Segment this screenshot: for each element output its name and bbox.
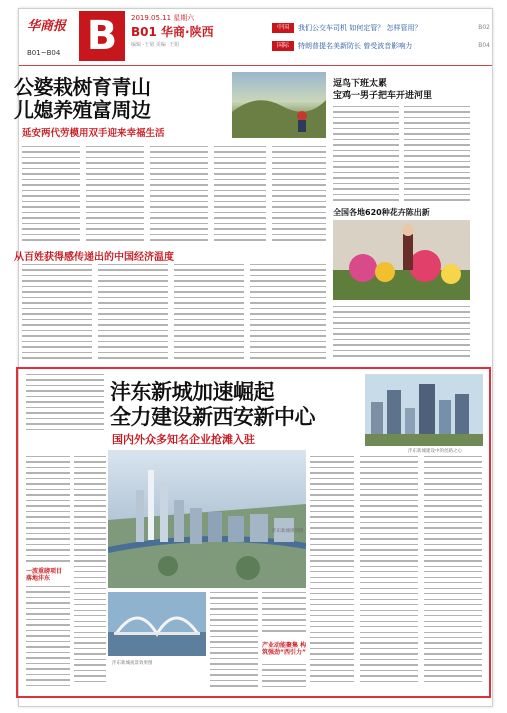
issue-date: 2019.05.11 星期六 [131,14,195,22]
aerial-rendering-graphic [108,450,306,588]
feature-subhead: 产业动能聚集 构筑强劲“西引力” [262,642,307,656]
body-text-column [22,146,80,244]
body-text-column [262,664,306,692]
city-skyline-photo [365,374,483,446]
flower-photo-graphic [333,220,470,300]
section-letter: B [79,11,125,61]
editor-credits: 编辑 ·王菊 美编 ·王娟 [131,42,179,48]
body-text-column [424,456,482,692]
bridge-photo [108,592,206,656]
body-text-column [86,146,144,244]
photo-headline: 全国各地620种花卉陈出新 [333,208,430,217]
body-text-column [26,456,70,566]
teaser-page: B04 [478,42,490,49]
right-headline [333,78,432,102]
body-text-column [333,306,470,362]
masthead [19,9,492,66]
body-text-column [174,264,244,360]
right-headline-line2: 宝鸡一男子把车开进河里 [333,91,433,101]
feature-headline-line1: 沣东新城加速崛起 [110,380,274,404]
teaser-category: 国际 [272,41,294,51]
feature-headline-line2: 全力建设新西安新中心 [110,405,315,429]
top-headline [14,76,151,122]
teaser-page: B02 [478,24,490,31]
body-text-column [22,264,92,360]
body-text-column [360,456,418,692]
body-text-column [26,374,104,436]
body-text-column [74,456,106,692]
hill-photo-graphic [232,72,326,138]
body-text-column [26,586,70,692]
body-text-column [262,592,306,638]
feature-subhead: 一波重磅项目 落地沣东 [26,568,63,582]
teaser-category: 中国 [272,23,294,33]
page-range: B01~B04 [27,49,61,57]
top-headline-line2: 儿媳养殖富周边 [14,98,151,122]
body-text-column [404,106,470,202]
body-text-column [333,106,399,202]
section-headline: 从百姓获得感传递出的中国经济温度 [14,252,174,263]
teaser-link[interactable]: 特朗普提名美新防长 曾受波音影响力 [298,42,413,50]
photo-caption: 沣东新城建设中的丝路之心 [408,449,462,454]
hill-photo [232,72,326,138]
body-text-column [310,456,354,692]
aerial-rendering [108,450,306,588]
photo-caption: 沣东新城规划图 [272,529,304,534]
right-headline-line1: 逗鸟下班太累 [333,79,388,89]
photo-caption: 沣东新城夜景效果图 [112,661,153,666]
body-text-column [98,264,168,360]
teaser-box [272,17,490,57]
bridge-photo-graphic [108,592,206,656]
body-text-column [250,264,326,360]
body-text-column [210,592,258,692]
top-headline-line1: 公婆栽树育青山 [14,75,151,99]
city-skyline-graphic [365,374,483,446]
feature-headline [110,380,315,430]
section-title: B01 华商·陕西 [131,25,214,39]
flower-photo [333,220,470,300]
body-text-column [214,146,266,244]
feature-subtitle: 国内外众多知名企业抢滩入驻 [112,433,255,446]
body-text-column [150,146,208,244]
newspaper-logo: 华商报 [27,19,67,34]
body-text-column [272,146,326,244]
top-subtitle: 延安两代劳模用双手迎来幸福生活 [22,128,165,139]
teaser-link[interactable]: 我们公交车司机 如何定管？ 怎样管用？ [298,24,422,32]
